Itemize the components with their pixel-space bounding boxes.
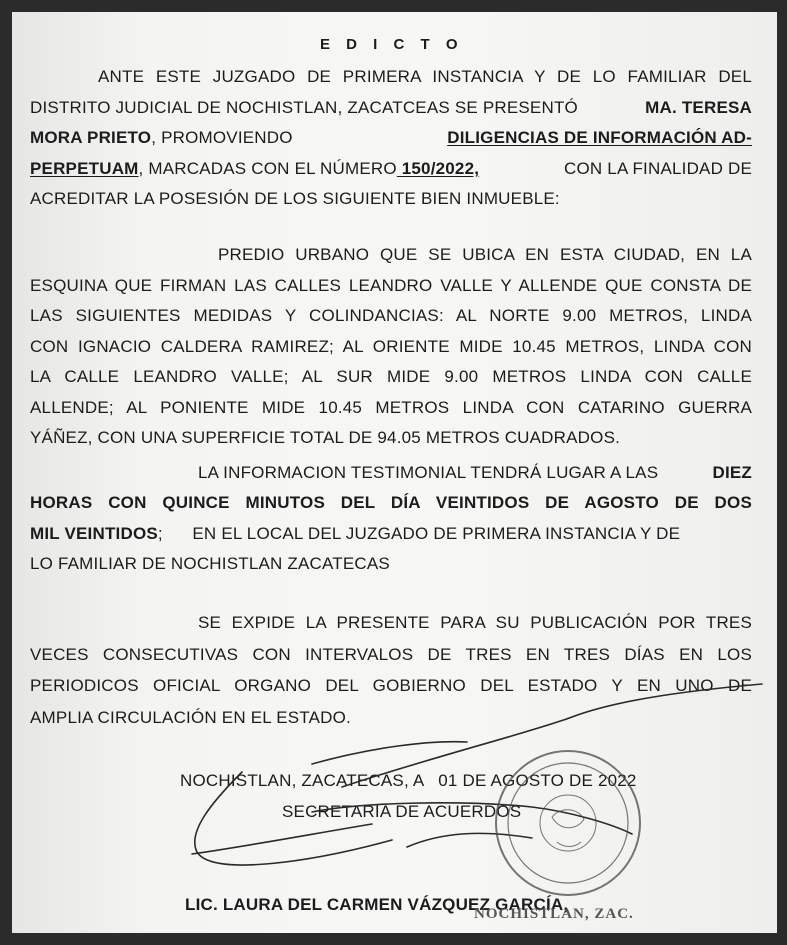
signer-name: LIC. LAURA DEL CARMEN VÁZQUEZ GARCÍA, (185, 895, 569, 914)
proceeding-type-part2: PERPETUAM (30, 159, 139, 178)
document-title: E D I C T O (320, 36, 464, 53)
p2-line-5: LA CALLE LEANDRO VALLE; AL SUR MIDE 9.00 METROS LINDA CON CALLE (30, 367, 752, 386)
p4-line-2: VECES CONSECUTIVAS CON INTERVALOS DE TRES EN TRES DÍAS EN LOS (30, 645, 752, 664)
case-number: 150/2022, (396, 159, 480, 178)
petitioner-name-part1: MA. TERESA (645, 98, 752, 117)
petitioner-name-part2: MORA PRIETO (30, 128, 152, 147)
p1-line-2-text: DISTRITO JUDICIAL DE NOCHISTLAN, ZACATCEAS SE PRESENTÓ (30, 98, 578, 117)
p4-line-1: SE EXPIDE LA PRESENTE PARA SU PUBLICACIÓN POR TRES (198, 613, 752, 632)
p2-line-1: PREDIO URBANO QUE SE UBICA EN ESTA CIUDAD, EN LA (218, 245, 752, 264)
p1-line-3-text: , PROMOVIENDO (151, 128, 293, 147)
p2-line-6: ALLENDE; AL PONIENTE MIDE 10.45 METROS LINDA CON CATARINO GUERRA (30, 398, 752, 417)
p3-line-3-text: ; EN EL LOCAL DEL JUZGADO DE PRIMERA INSTANCIA Y DE (157, 524, 681, 543)
seal-location-text: NOCHISTLAN, ZAC. (474, 906, 634, 922)
p2-line-3: LAS SIGUIENTES MEDIDAS Y COLINDANCIAS: AL NORTE 9.00 METROS, LINDA (30, 306, 752, 325)
p2-line-4: CON IGNACIO CALDERA RAMIREZ; AL ORIENTE MIDE 10.45 METROS, LINDA CON (30, 337, 752, 356)
p3-line-4: LO FAMILIAR DE NOCHISTLAN ZACATECAS (30, 554, 390, 573)
p4-line-3: PERIODICOS OFICIAL ORGANO DEL GOBIERNO DEL ESTADO Y EN UNO DE (30, 676, 752, 695)
p1-line-1: ANTE ESTE JUZGADO DE PRIMERA INSTANCIA Y DE LO FAMILIAR DEL (98, 67, 752, 86)
p3-line-1 (198, 462, 752, 484)
p1-line-3 (30, 127, 752, 149)
p4-line-4: AMPLIA CIRCULACIÓN EN EL ESTADO. (30, 708, 351, 727)
p1-line-2 (30, 97, 752, 119)
office-title: SECRETARIA DE ACUERDOS (282, 802, 522, 821)
hearing-datetime: HORAS CON QUINCE MINUTOS DEL DÍA VEINTIDOS DE AGOSTO DE DOS (30, 493, 752, 512)
p1-line-4-text-a: , MARCADAS CON EL NÚMERO (138, 159, 397, 178)
p3-line-3 (30, 523, 752, 545)
hearing-year: MIL VEINTIDOS (30, 524, 158, 543)
p2-line-7: YÁÑEZ, CON UNA SUPERFICIE TOTAL DE 94.05 METROS CUADRADOS. (30, 428, 621, 447)
proceeding-type-part1: DILIGENCIAS DE INFORMACIÓN AD- (447, 128, 752, 147)
p3-line-1-text: LA INFORMACION TESTIMONIAL TENDRÁ LUGAR A LAS (198, 463, 659, 482)
document-page (12, 12, 777, 933)
hearing-hour-part1: DIEZ (712, 463, 752, 482)
p1-line-5: ACREDITAR LA POSESIÓN DE LOS SIGUIENTE BIEN INMUEBLE: (30, 189, 560, 208)
p1-line-4 (30, 158, 752, 180)
place-and-date: NOCHISTLAN, ZACATECAS, A 01 DE AGOSTO DE 2022 (180, 771, 637, 790)
p1-line-4-text-b: CON LA FINALIDAD DE (563, 159, 752, 178)
p2-line-2: ESQUINA QUE FIRMAN LAS CALLES LEANDRO VALLE Y ALLENDE QUE CONSTA DE (30, 276, 752, 295)
